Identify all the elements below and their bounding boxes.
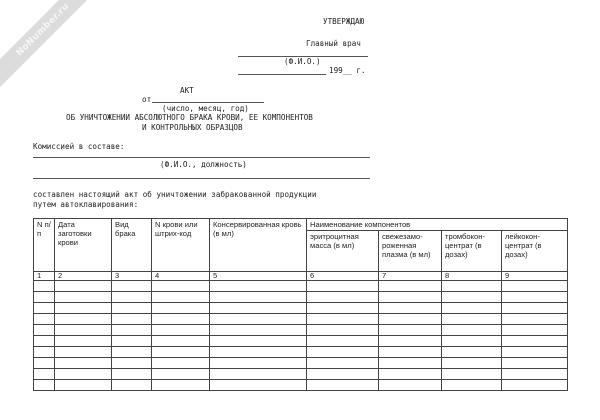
act-subject-line1: ОБ УНИЧТОЖЕНИИ АБСОЛЮТНОГО БРАКА КРОВИ, ЕЕ КОМПОНЕНТОВ: [66, 113, 313, 122]
table-cell: [112, 281, 152, 292]
table-cell: [210, 358, 307, 369]
table-cell: [55, 314, 112, 325]
act-subject-line2: И КОНТРОЛЬНЫХ ОБРАЗЦОВ: [142, 123, 243, 132]
table-cell: [379, 303, 442, 314]
table-cell: [379, 336, 442, 347]
approval-title: УТВЕРЖДАЮ: [323, 17, 365, 26]
table-cell: [442, 281, 502, 292]
commission-line-1: [33, 157, 370, 158]
table-cell: [152, 325, 210, 336]
col-number: 6: [307, 272, 379, 281]
header-plasma: свежезамо- роженная плазма (в мл): [379, 231, 442, 272]
table-cell: [210, 380, 307, 391]
header-leuko: лейкокон- центрат (в дозах): [502, 231, 568, 272]
table-cell: [55, 380, 112, 391]
table-cell: [442, 380, 502, 391]
table-row: [34, 347, 568, 358]
table-cell: [55, 369, 112, 380]
table-cell: [307, 380, 379, 391]
table-cell: [34, 369, 55, 380]
approval-position: Главный врач: [306, 39, 361, 48]
header-date: Дата заготовки крови: [55, 219, 112, 272]
table-cell: [112, 380, 152, 391]
act-date-hint: (число, месяц, год): [162, 104, 249, 113]
act-date-line: [152, 102, 264, 103]
table-cell: [112, 358, 152, 369]
table-cell: [55, 303, 112, 314]
table-cell: [112, 292, 152, 303]
table-cell: [112, 314, 152, 325]
table-cell: [379, 380, 442, 391]
table-body: [34, 281, 568, 391]
table-cell: [442, 314, 502, 325]
table-cell: [34, 336, 55, 347]
act-from-label: от: [142, 95, 152, 104]
table-cell: [55, 325, 112, 336]
col-number: 2: [55, 272, 112, 281]
table-cell: [442, 347, 502, 358]
table-cell: [152, 303, 210, 314]
table-cell: [502, 347, 568, 358]
approval-year: 199__ г.: [329, 66, 366, 75]
table-cell: [34, 358, 55, 369]
table-cell: [34, 325, 55, 336]
table-cell: [379, 325, 442, 336]
table-cell: [210, 303, 307, 314]
table-cell: [112, 347, 152, 358]
table-cell: [442, 336, 502, 347]
table-cell: [379, 292, 442, 303]
col-number: 7: [379, 272, 442, 281]
header-components: Наименование компонентов: [307, 219, 568, 231]
commission-statement-line2: путем автоклавирования:: [33, 200, 139, 209]
col-number: 4: [152, 272, 210, 281]
table-cell: [379, 281, 442, 292]
table-cell: [307, 292, 379, 303]
commission-label: Комиссией в составе:: [33, 142, 125, 151]
table-cell: [210, 369, 307, 380]
commission-line-2: [33, 178, 370, 179]
table-row: [34, 336, 568, 347]
table-cell: [152, 281, 210, 292]
table-cell: [210, 292, 307, 303]
table-cell: [112, 369, 152, 380]
table-cell: [502, 325, 568, 336]
table-cell: [442, 358, 502, 369]
table-cell: [112, 325, 152, 336]
table-cell: [210, 281, 307, 292]
table-row: [34, 369, 568, 380]
table-cell: [379, 369, 442, 380]
table-cell: [55, 347, 112, 358]
table-cell: [307, 325, 379, 336]
table-cell: [502, 369, 568, 380]
table-row: [34, 303, 568, 314]
table-cell: [210, 314, 307, 325]
watermark-ribbon: [0, 0, 117, 104]
table-cell: [307, 314, 379, 325]
table-cell: [55, 358, 112, 369]
table-cell: [442, 292, 502, 303]
table-row: [34, 314, 568, 325]
table-cell: [502, 292, 568, 303]
table-row: [34, 380, 568, 391]
col-number: 8: [442, 272, 502, 281]
table-cell: [307, 347, 379, 358]
col-number: 3: [112, 272, 152, 281]
col-number: 1: [34, 272, 55, 281]
commission-statement-line1: составлен настоящий акт об уничтожении забракованной продукции: [33, 190, 317, 199]
table-cell: [112, 336, 152, 347]
table-cell: [210, 325, 307, 336]
table-cell: [55, 336, 112, 347]
table-cell: [307, 303, 379, 314]
table-row: [34, 358, 568, 369]
table-cell: [502, 380, 568, 391]
table-cell: [112, 303, 152, 314]
table-cell: [210, 336, 307, 347]
header-erythro: эритроцитная масса (в мл): [307, 231, 379, 272]
table-cell: [307, 281, 379, 292]
table-cell: [210, 347, 307, 358]
table-cell: [502, 336, 568, 347]
table-cell: [34, 380, 55, 391]
act-title: АКТ: [180, 86, 194, 95]
table-cell: [152, 369, 210, 380]
table-cell: [307, 358, 379, 369]
table-row: [34, 325, 568, 336]
col-number: 5: [210, 272, 307, 281]
table-cell: [442, 325, 502, 336]
watermark-text: NoNumber.ru: [14, 1, 72, 59]
header-num: N п/п: [34, 219, 55, 272]
table-cell: [34, 314, 55, 325]
table-cell: [34, 347, 55, 358]
approval-date-line: [238, 74, 326, 75]
table-cell: [55, 292, 112, 303]
table-cell: [152, 380, 210, 391]
table-cell: [34, 292, 55, 303]
table-cell: [34, 303, 55, 314]
approval-name-hint: (Ф.И.О.): [284, 57, 321, 66]
table-cell: [379, 358, 442, 369]
table-cell: [379, 347, 442, 358]
table-cell: [307, 336, 379, 347]
header-preserved: Консервированная кровь (в мл): [210, 219, 307, 272]
destruction-table: [33, 218, 568, 391]
table-cell: [442, 369, 502, 380]
table-cell: [502, 281, 568, 292]
table-cell: [502, 358, 568, 369]
table-cell: [152, 314, 210, 325]
col-number: 9: [502, 272, 568, 281]
table-cell: [55, 281, 112, 292]
commission-member-hint: (Ф.И.О., должность): [160, 160, 247, 169]
table-cell: [502, 303, 568, 314]
header-blood-no: N крови или штрих-код: [152, 219, 210, 272]
table-cell: [34, 281, 55, 292]
table-cell: [152, 336, 210, 347]
table-cell: [152, 358, 210, 369]
header-type: Вид брака: [112, 219, 152, 272]
table-row: [34, 292, 568, 303]
table-cell: [442, 303, 502, 314]
table-cell: [152, 347, 210, 358]
table-cell: [307, 369, 379, 380]
table-cell: [152, 292, 210, 303]
table-row: [34, 281, 568, 292]
table-cell: [379, 314, 442, 325]
table-cell: [502, 314, 568, 325]
header-thrombo: тромбокон- центрат (в дозах): [442, 231, 502, 272]
